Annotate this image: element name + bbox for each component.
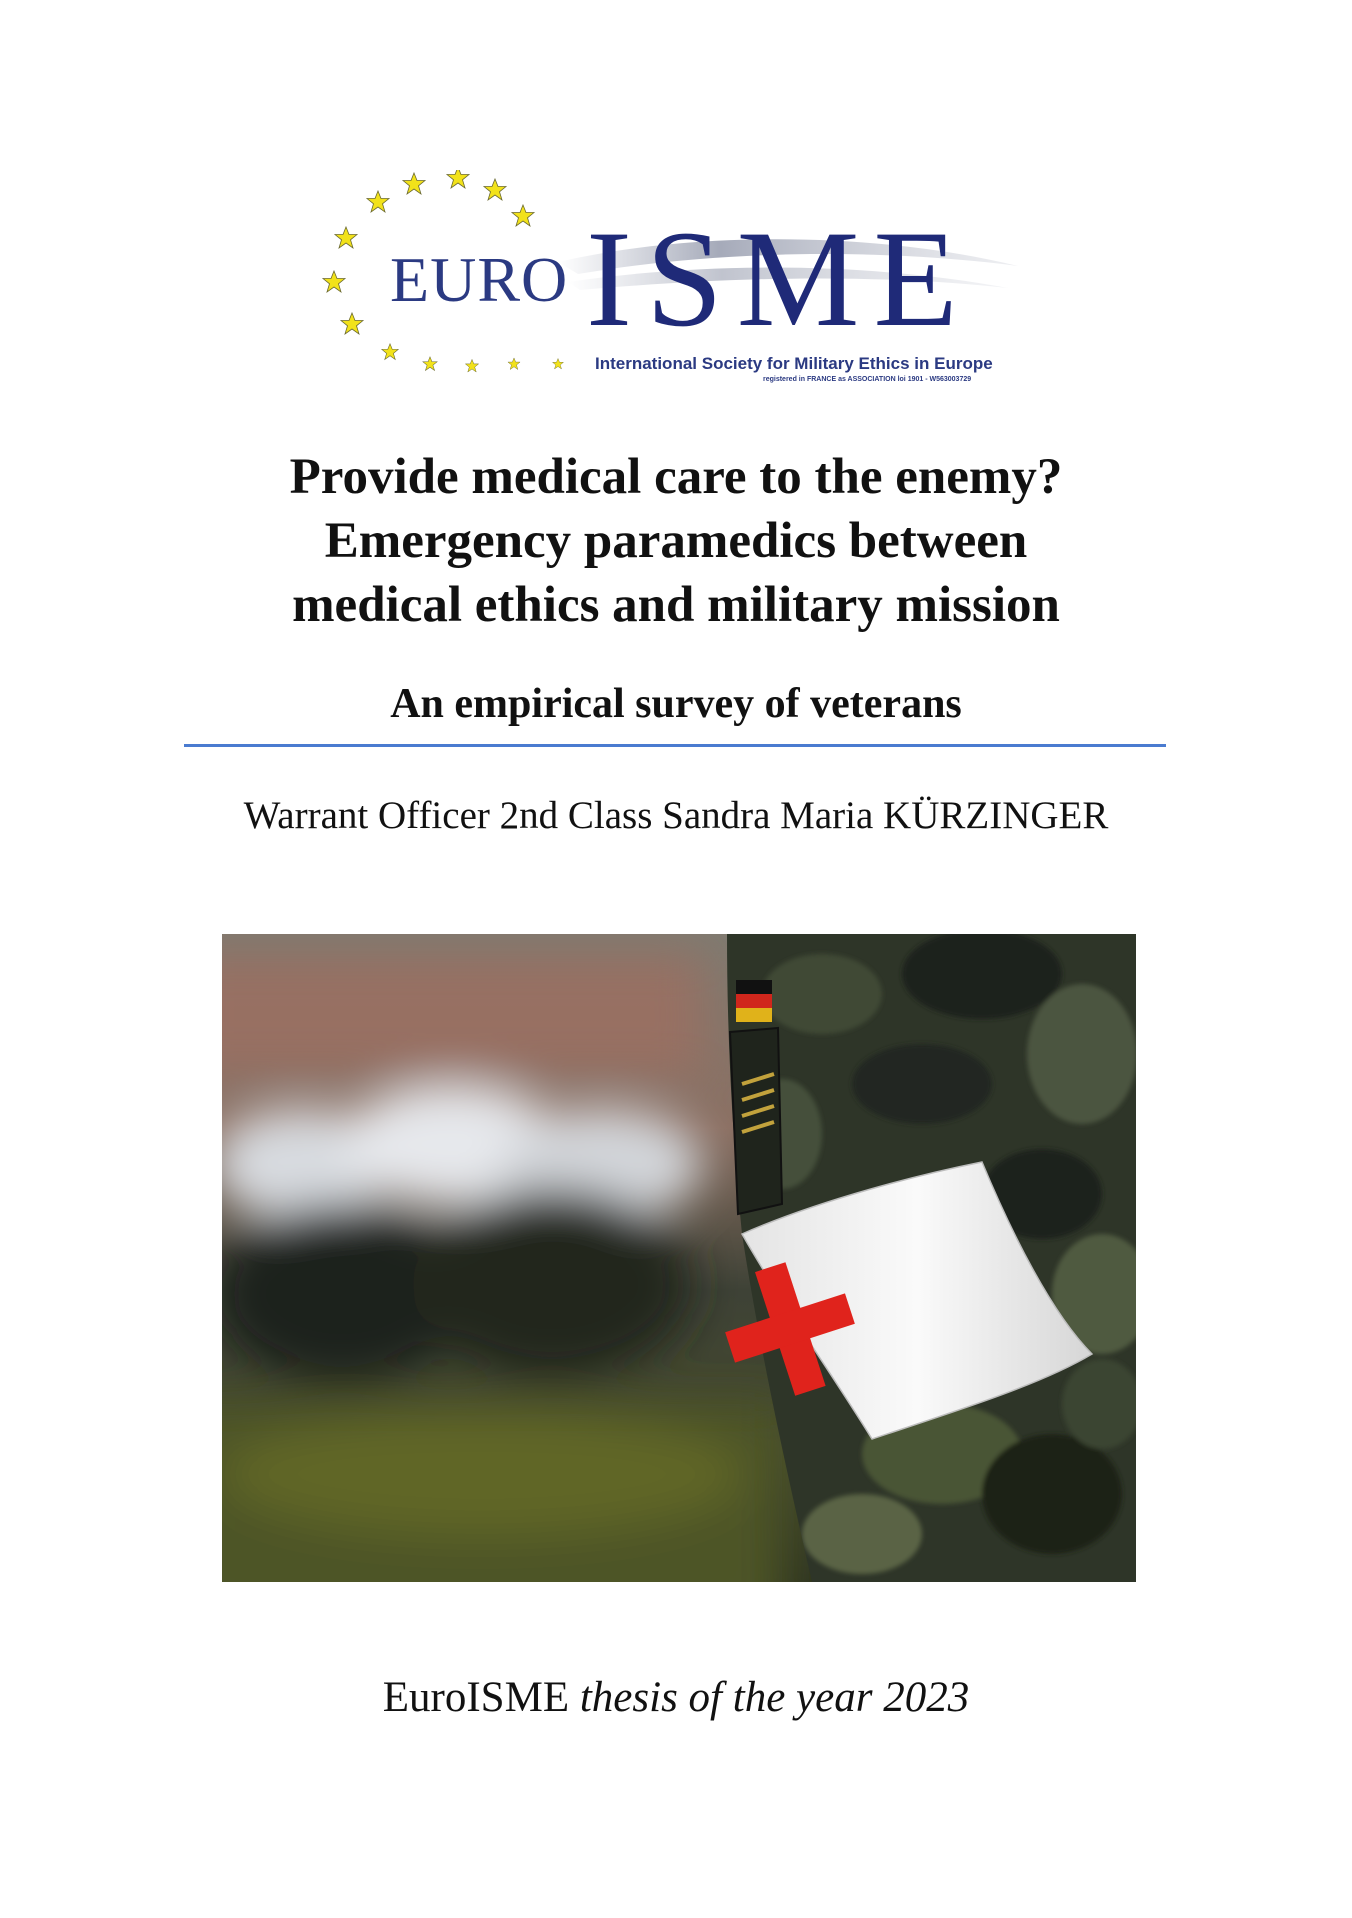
cover-photo — [222, 934, 1136, 1582]
title-line-3: medical ethics and military mission — [292, 577, 1060, 633]
title-divider — [184, 744, 1166, 747]
title-line-1: Provide medical care to the enemy? — [289, 449, 1063, 505]
document-title — [0, 445, 1352, 637]
logo-society-name: International Society for Military Ethics in Europe — [595, 354, 993, 373]
logo-registration: registered in FRANCE as ASSOCIATION loi 1901 - W563003729 — [763, 376, 972, 383]
thesis-award-line — [0, 1670, 1352, 1726]
footer-brand: EuroISME — [382, 1674, 570, 1721]
logo-euro-text: EURO — [390, 244, 569, 315]
title-line-2: Emergency paramedics between — [324, 513, 1028, 569]
document-subtitle: An empirical survey of veterans — [390, 681, 962, 727]
author-name: Warrant Officer 2nd Class Sandra Maria KÜRZINGER — [243, 794, 1109, 837]
footer-rest: thesis of the year 2023 — [569, 1674, 970, 1721]
red-cross-armband-photo — [222, 934, 1136, 1582]
logo-isme-text: ISME — [586, 202, 972, 355]
euroisme-logo — [318, 170, 1038, 400]
